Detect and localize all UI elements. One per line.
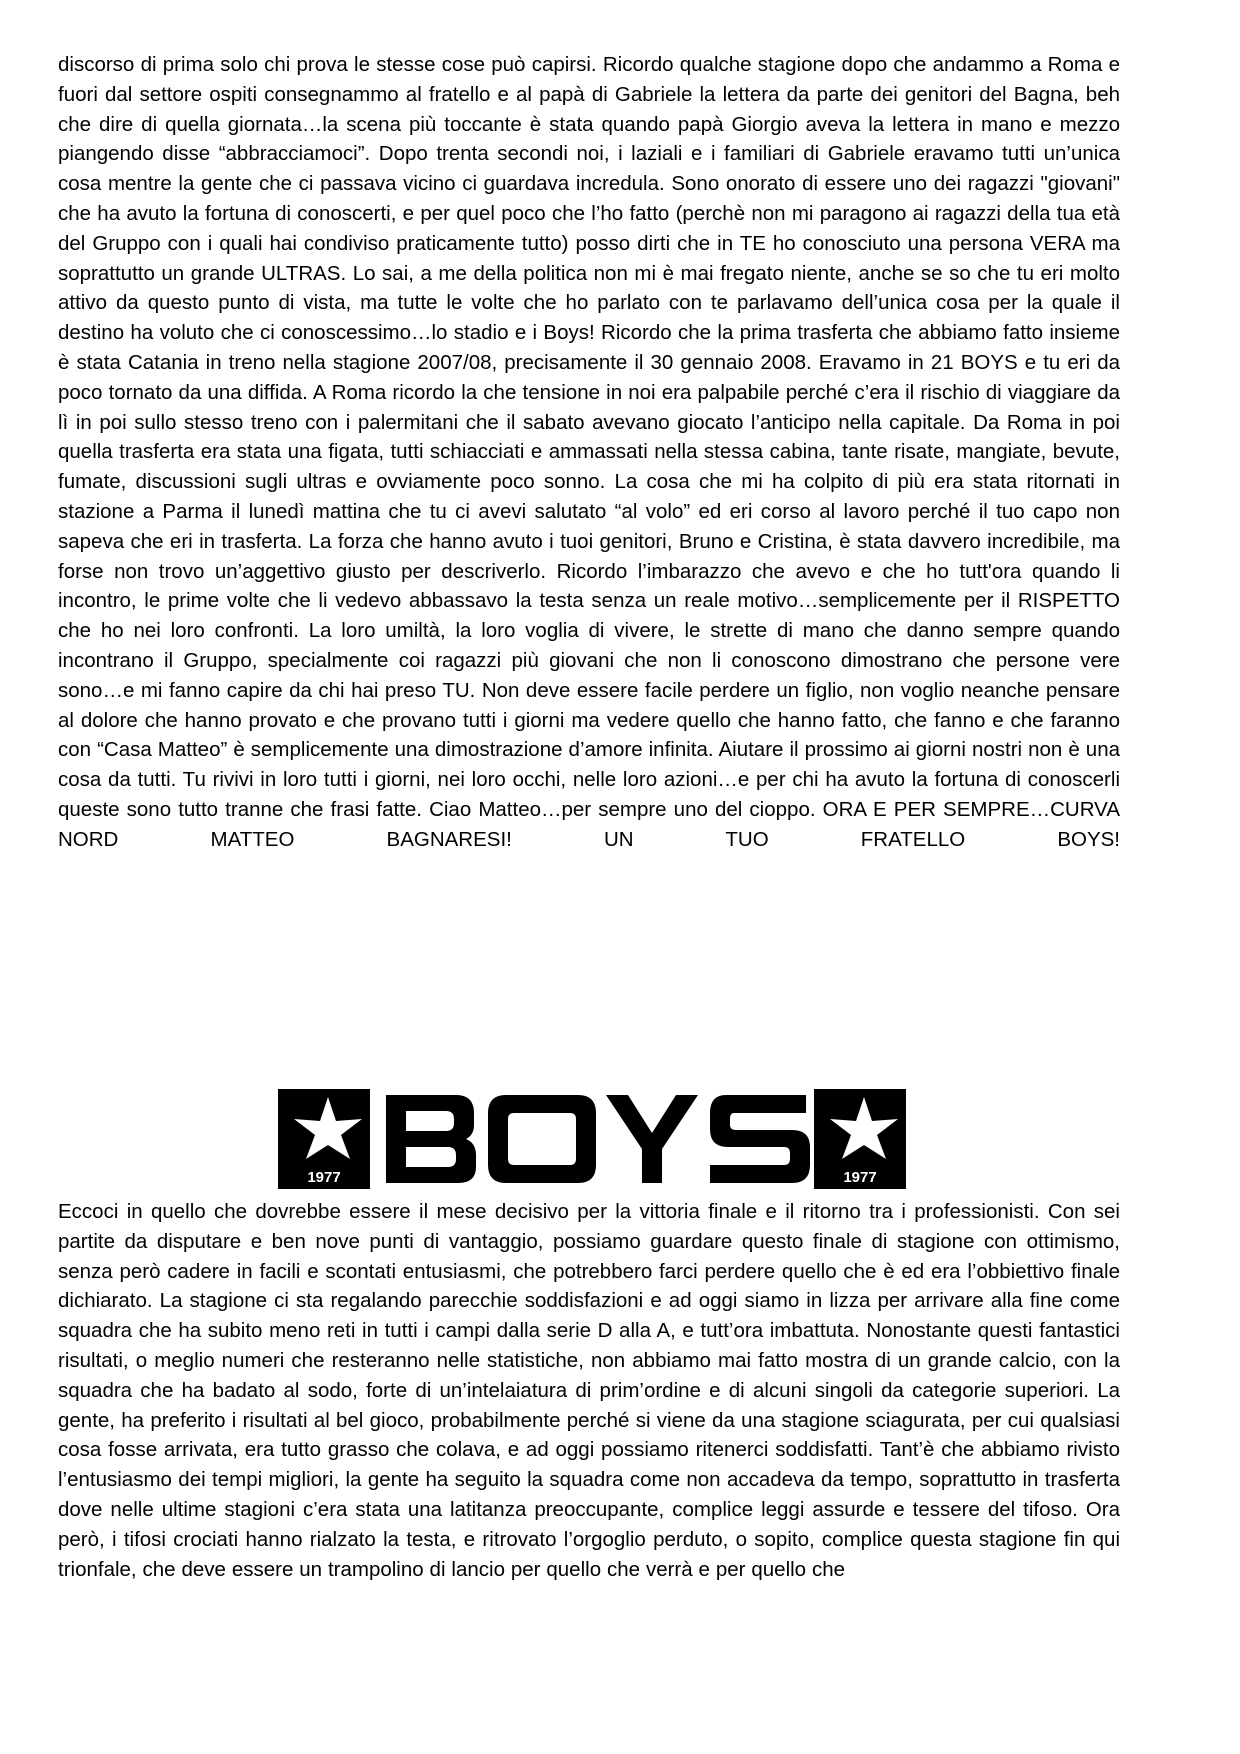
logo-wordmark (386, 1095, 810, 1183)
boys-1977-logo (278, 1089, 906, 1189)
right-star-block (814, 1089, 906, 1189)
logo-year-left: 1977 (307, 1169, 341, 1186)
article-paragraph-2: Eccoci in quello che dovrebbe essere il mese decisivo per la vittoria finale e il ritorno tra i professionisti. Con sei partite da disputare e ben nove punti di vantaggio, possiamo guardare questo finale di stagione con ottimismo, senza però cadere in facili e scontati entusiasmi, che potrebbero farci perdere quello che è ed era l’obbiettivo finale dichiarato. La stagione ci sta regalando parecchie soddisfazioni e ad oggi siamo in lizza per arrivare alla fine come squadra che ha subito meno reti in tutti i campi dalla serie D alla A, e tutt’ora imbattuta. Nonostante questi fantastici risultati, o meglio numeri che resteranno nelle statistiche, non abbiamo mai fatto mostra di un grande calcio, con la squadra che ha badato al sodo, forte di un’intelaiatura di prim’ordine e di alcuni singoli da categorie superiori. La gente, ha preferito i risultati al bel gioco, probabilmente perché si viene da una stagione sciagurata, per cui qualsiasi cosa fosse arrivata, era tutto grasso che colava, e ad oggi possiamo ritenerci soddisfatti. Tant’è che abbiamo rivisto l’entusiasmo dei tempi migliori, la gente ha seguito la squadra come non accadeva da tempo, soprattutto in trasferta dove nelle ultime stagioni c’era stata una latitanza preoccupante, complice leggi assurde e tessere del tifoso. Ora però, i tifosi crociati hanno rialzato la testa, e ritrovato l’orgoglio perduto, o sopito, complice questa stagione fin qui trionfale, che deve essere un trampolino di lancio per quello che verrà e per quello che (58, 1200, 1120, 1581)
left-star-block (278, 1089, 370, 1189)
logo-year-right: 1977 (843, 1169, 877, 1186)
article-paragraph-1: discorso di prima solo chi prova le stesse cose può capirsi. Ricordo qualche stagione dopo che andammo a Roma e fuori dal settore ospiti consegnammo al fratello e al papà di Gabriele la lettera da parte dei genitori del Bagna, beh che dire di quella giornata…la scena più toccante è stata quando papà Giorgio aveva la lettera in mano e mezzo piangendo disse “abbracciamoci”. Dopo trenta secondi noi, i laziali e i familiari di Gabriele eravamo tutti un’unica cosa mentre la gente che ci passava vicino ci guardava incredula. Sono onorato di essere uno dei ragazzi "giovani" che ha avuto la fortuna di conoscerti, e per quel poco che l’ho fatto (perchè non mi paragono ai ragazzi della tua età del Gruppo con i quali hai condiviso praticamente tutto) posso dirti che in TE ho conosciuto una persona VERA ma soprattutto un grande ULTRAS. Lo sai, a me della politica non mi è mai fregato niente, anche se so che tu eri molto attivo da questo punto di vista, ma tutte le volte che ho parlato con te parlavamo dell’unica cosa per la quale il destino ha voluto che ci conoscessimo…lo stadio e i Boys! Ricordo che la prima trasferta che abbiamo fatto insieme è stata Catania in treno nella stagione 2007/08, precisamente il 30 gennaio 2008. Eravamo in 21 BOYS e tu eri da poco tornato da una diffida. A Roma ricordo la che tensione in noi era palpabile perché c’era il rischio di viaggiare da lì in poi sullo stesso treno con i palermitani che il sabato avevano giocato l’anticipo nella capitale. Da Roma in poi quella trasferta era stata una figata, tutti schiacciati e ammassati nella stessa cabina, tante risate, mangiate, bevute, fumate, discussioni sugli ultras e ovviamente poco sonno. La cosa che mi ha colpito di più era stata ritornati in stazione a Parma il lunedì mattina che tu ci avevi salutato “al volo” ed eri corso al lavoro perché il tuo capo non sapeva che eri in trasferta. La forza che hanno avuto i tuoi genitori, Bruno e Cristina, è stata davvero incredibile, ma forse non trovo un’aggettivo giusto per descriverlo. Ricordo l’imbarazzo che avevo e che ho tutt'ora quando li incontro, le prime volte che li vedevo abbassavo la testa senza un reale motivo…semplicemente per il RISPETTO che ho nei loro confronti. La loro umiltà, la loro voglia di vivere, le strette di mano che danno sempre quando incontrano il Gruppo, specialmente coi ragazzi più giovani che non li conoscono dimostrano che persone vere sono…e mi fanno capire da chi hai preso TU. Non deve essere facile perdere un figlio, non voglio neanche pensare al dolore che hanno provato e che provano tutti i giorni ma vedere quello che hanno fatto, che fanno e che faranno con “Casa Matteo” è semplicemente una dimostrazione d’amore infinita. Aiutare il prossimo ai giorni nostri non è una cosa da tutti. Tu rivivi in loro tutti i giorni, nei loro occhi, nelle loro azioni…e per chi ha avuto la fortuna di conoscerli queste sono tutto tranne che frasi fatte. Ciao Matteo…per sempre uno del cioppo. ORA E PER SEMPRE…CURVA NORD MATTEO BAGNARESI! UN TUO FRATELLO BOYS! (58, 53, 1120, 851)
